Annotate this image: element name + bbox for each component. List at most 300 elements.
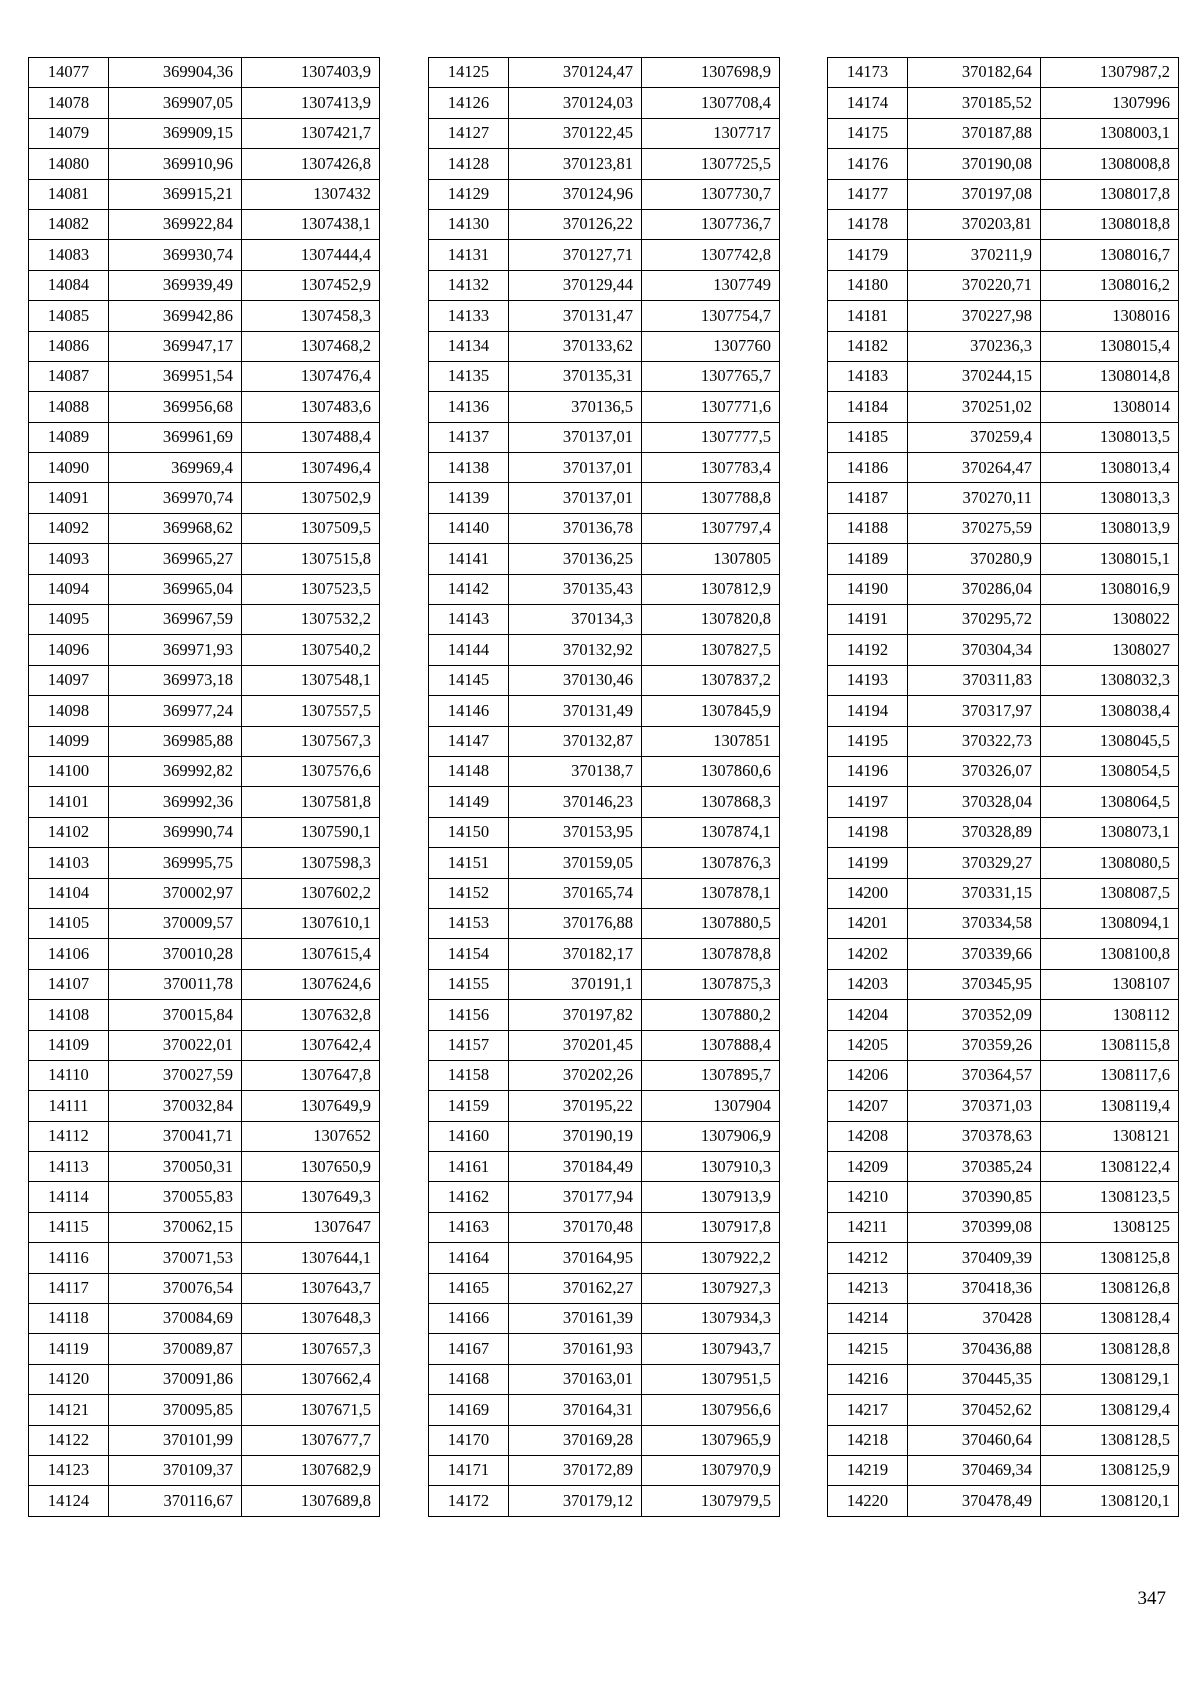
table-row — [429, 149, 780, 179]
table-row — [828, 1000, 1179, 1030]
y-coordinate-cell: 1308015,4 — [1041, 331, 1179, 361]
y-coordinate-cell: 1307765,7 — [642, 361, 780, 391]
point-number-cell: 14186 — [828, 453, 908, 483]
x-coordinate-cell: 370130,46 — [509, 665, 642, 695]
y-coordinate-cell: 1308022 — [1041, 605, 1179, 635]
table-row — [429, 270, 780, 300]
point-number-cell: 14131 — [429, 240, 509, 270]
y-coordinate-cell: 1307647,8 — [242, 1060, 380, 1090]
point-number-cell: 14086 — [29, 331, 109, 361]
x-coordinate-cell: 369904,36 — [109, 58, 242, 88]
point-number-cell: 14122 — [29, 1425, 109, 1455]
point-number-cell: 14171 — [429, 1455, 509, 1485]
point-number-cell: 14150 — [429, 817, 509, 847]
x-coordinate-cell: 370187,88 — [908, 118, 1041, 148]
point-number-cell: 14089 — [29, 422, 109, 452]
x-coordinate-cell: 369907,05 — [109, 88, 242, 118]
table-row — [429, 817, 780, 847]
y-coordinate-cell: 1308125 — [1041, 1212, 1179, 1242]
x-coordinate-cell: 369951,54 — [109, 361, 242, 391]
y-coordinate-cell: 1307717 — [642, 118, 780, 148]
point-number-cell: 14196 — [828, 756, 908, 786]
y-coordinate-cell: 1307860,6 — [642, 756, 780, 786]
x-coordinate-cell: 370236,3 — [908, 331, 1041, 361]
x-coordinate-cell: 370182,64 — [908, 58, 1041, 88]
y-coordinate-cell: 1307567,3 — [242, 726, 380, 756]
y-coordinate-cell: 1307689,8 — [242, 1486, 380, 1516]
table-row — [828, 1455, 1179, 1485]
point-number-cell: 14168 — [429, 1364, 509, 1394]
x-coordinate-cell: 370127,71 — [509, 240, 642, 270]
y-coordinate-cell: 1308120,1 — [1041, 1486, 1179, 1516]
table-row — [828, 1395, 1179, 1425]
table-row — [429, 1425, 780, 1455]
x-coordinate-cell: 369965,04 — [109, 574, 242, 604]
point-number-cell: 14124 — [29, 1486, 109, 1516]
y-coordinate-cell: 1307483,6 — [242, 392, 380, 422]
point-number-cell: 14215 — [828, 1334, 908, 1364]
point-number-cell: 14155 — [429, 969, 509, 999]
y-coordinate-cell: 1307540,2 — [242, 635, 380, 665]
point-number-cell: 14087 — [29, 361, 109, 391]
y-coordinate-cell: 1307742,8 — [642, 240, 780, 270]
table-row — [29, 1334, 380, 1364]
point-number-cell: 14133 — [429, 301, 509, 331]
x-coordinate-cell: 369915,21 — [109, 179, 242, 209]
point-number-cell: 14182 — [828, 331, 908, 361]
point-number-cell: 14197 — [828, 787, 908, 817]
point-number-cell: 14181 — [828, 301, 908, 331]
table-row — [429, 544, 780, 574]
table-row — [29, 118, 380, 148]
point-number-cell: 14160 — [429, 1121, 509, 1151]
table-row — [828, 969, 1179, 999]
y-coordinate-cell: 1307910,3 — [642, 1152, 780, 1182]
point-number-cell: 14159 — [429, 1091, 509, 1121]
point-number-cell: 14178 — [828, 209, 908, 239]
table-row — [828, 1212, 1179, 1242]
point-number-cell: 14213 — [828, 1273, 908, 1303]
x-coordinate-cell: 370010,28 — [109, 939, 242, 969]
table-row — [429, 635, 780, 665]
y-coordinate-cell: 1308080,5 — [1041, 848, 1179, 878]
point-number-cell: 14154 — [429, 939, 509, 969]
y-coordinate-cell: 1308128,8 — [1041, 1334, 1179, 1364]
y-coordinate-cell: 1307643,7 — [242, 1273, 380, 1303]
y-coordinate-cell: 1307432 — [242, 179, 380, 209]
x-coordinate-cell: 369956,68 — [109, 392, 242, 422]
table-row — [29, 1182, 380, 1212]
point-number-cell: 14085 — [29, 301, 109, 331]
table-row — [29, 453, 380, 483]
y-coordinate-cell: 1307502,9 — [242, 483, 380, 513]
point-number-cell: 14094 — [29, 574, 109, 604]
y-coordinate-cell: 1307581,8 — [242, 787, 380, 817]
x-coordinate-cell: 370286,04 — [908, 574, 1041, 604]
table-row — [429, 1455, 780, 1485]
y-coordinate-cell: 1308087,5 — [1041, 878, 1179, 908]
y-coordinate-cell: 1307576,6 — [242, 756, 380, 786]
y-coordinate-cell: 1307777,5 — [642, 422, 780, 452]
y-coordinate-cell: 1307845,9 — [642, 696, 780, 726]
point-number-cell: 14175 — [828, 118, 908, 148]
x-coordinate-cell: 370339,66 — [908, 939, 1041, 969]
table-row — [29, 939, 380, 969]
table-row — [29, 1273, 380, 1303]
table-row — [29, 331, 380, 361]
table-row — [828, 939, 1179, 969]
table-row — [828, 1486, 1179, 1516]
table-row — [429, 513, 780, 543]
table-row — [429, 179, 780, 209]
point-number-cell: 14096 — [29, 635, 109, 665]
point-number-cell: 14194 — [828, 696, 908, 726]
point-number-cell: 14176 — [828, 149, 908, 179]
point-number-cell: 14206 — [828, 1060, 908, 1090]
point-number-cell: 14113 — [29, 1152, 109, 1182]
point-number-cell: 14200 — [828, 878, 908, 908]
x-coordinate-cell: 370027,59 — [109, 1060, 242, 1090]
table-row — [29, 1395, 380, 1425]
point-number-cell: 14208 — [828, 1121, 908, 1151]
x-coordinate-cell: 370124,47 — [509, 58, 642, 88]
y-coordinate-cell: 1308129,4 — [1041, 1395, 1179, 1425]
x-coordinate-cell: 370202,26 — [509, 1060, 642, 1090]
coordinate-table-2 — [428, 57, 780, 1517]
point-number-cell: 14190 — [828, 574, 908, 604]
y-coordinate-cell: 1307987,2 — [1041, 58, 1179, 88]
y-coordinate-cell: 1307970,9 — [642, 1455, 780, 1485]
y-coordinate-cell: 1307642,4 — [242, 1030, 380, 1060]
x-coordinate-cell: 369909,15 — [109, 118, 242, 148]
point-number-cell: 14129 — [429, 179, 509, 209]
x-coordinate-cell: 369970,74 — [109, 483, 242, 513]
x-coordinate-cell: 370124,96 — [509, 179, 642, 209]
x-coordinate-cell: 370418,36 — [908, 1273, 1041, 1303]
y-coordinate-cell: 1307632,8 — [242, 1000, 380, 1030]
point-number-cell: 14140 — [429, 513, 509, 543]
point-number-cell: 14080 — [29, 149, 109, 179]
table-row — [828, 696, 1179, 726]
x-coordinate-cell: 370295,72 — [908, 605, 1041, 635]
x-coordinate-cell: 370134,3 — [509, 605, 642, 635]
point-number-cell: 14201 — [828, 908, 908, 938]
y-coordinate-cell: 1307878,1 — [642, 878, 780, 908]
x-coordinate-cell: 370328,89 — [908, 817, 1041, 847]
table-row — [828, 270, 1179, 300]
table-row — [429, 118, 780, 148]
table-row — [429, 1212, 780, 1242]
point-number-cell: 14203 — [828, 969, 908, 999]
table-row — [828, 1243, 1179, 1273]
table-row — [828, 1273, 1179, 1303]
x-coordinate-cell: 370122,45 — [509, 118, 642, 148]
x-coordinate-cell: 370328,04 — [908, 787, 1041, 817]
table-row — [29, 1000, 380, 1030]
point-number-cell: 14079 — [29, 118, 109, 148]
x-coordinate-cell: 370161,39 — [509, 1304, 642, 1334]
y-coordinate-cell: 1308014,8 — [1041, 361, 1179, 391]
y-coordinate-cell: 1307880,5 — [642, 908, 780, 938]
y-coordinate-cell: 1307730,7 — [642, 179, 780, 209]
x-coordinate-cell: 370191,1 — [509, 969, 642, 999]
point-number-cell: 14114 — [29, 1182, 109, 1212]
x-coordinate-cell: 370190,19 — [509, 1121, 642, 1151]
y-coordinate-cell: 1307624,6 — [242, 969, 380, 999]
table-row — [828, 1425, 1179, 1455]
table-row — [29, 1121, 380, 1151]
table-row — [828, 1091, 1179, 1121]
table-row — [29, 483, 380, 513]
point-number-cell: 14180 — [828, 270, 908, 300]
x-coordinate-cell: 369922,84 — [109, 209, 242, 239]
y-coordinate-cell: 1307851 — [642, 726, 780, 756]
y-coordinate-cell: 1308018,8 — [1041, 209, 1179, 239]
point-number-cell: 14189 — [828, 544, 908, 574]
point-number-cell: 14104 — [29, 878, 109, 908]
table-row — [29, 908, 380, 938]
table-row — [828, 1030, 1179, 1060]
table-row — [828, 149, 1179, 179]
x-coordinate-cell: 370220,71 — [908, 270, 1041, 300]
table-row — [828, 574, 1179, 604]
x-coordinate-cell: 370331,15 — [908, 878, 1041, 908]
table-row — [828, 756, 1179, 786]
y-coordinate-cell: 1307438,1 — [242, 209, 380, 239]
x-coordinate-cell: 370137,01 — [509, 483, 642, 513]
point-number-cell: 14134 — [429, 331, 509, 361]
point-number-cell: 14191 — [828, 605, 908, 635]
y-coordinate-cell: 1307788,8 — [642, 483, 780, 513]
y-coordinate-cell: 1307677,7 — [242, 1425, 380, 1455]
x-coordinate-cell: 370195,22 — [509, 1091, 642, 1121]
x-coordinate-cell: 370089,87 — [109, 1334, 242, 1364]
table-row — [429, 787, 780, 817]
table-row — [828, 1152, 1179, 1182]
x-coordinate-cell: 369939,49 — [109, 270, 242, 300]
page-number: 347 — [1137, 1588, 1166, 1609]
y-coordinate-cell: 1308122,4 — [1041, 1152, 1179, 1182]
x-coordinate-cell: 370244,15 — [908, 361, 1041, 391]
point-number-cell: 14172 — [429, 1486, 509, 1516]
point-number-cell: 14095 — [29, 605, 109, 635]
y-coordinate-cell: 1307648,3 — [242, 1304, 380, 1334]
x-coordinate-cell: 370322,73 — [908, 726, 1041, 756]
x-coordinate-cell: 370135,43 — [509, 574, 642, 604]
y-coordinate-cell: 1308115,8 — [1041, 1030, 1179, 1060]
table-row — [29, 635, 380, 665]
y-coordinate-cell: 1307725,5 — [642, 149, 780, 179]
table-row — [29, 392, 380, 422]
y-coordinate-cell: 1307917,8 — [642, 1212, 780, 1242]
y-coordinate-cell: 1308016,2 — [1041, 270, 1179, 300]
x-coordinate-cell: 370345,95 — [908, 969, 1041, 999]
point-number-cell: 14112 — [29, 1121, 109, 1151]
point-number-cell: 14118 — [29, 1304, 109, 1334]
point-number-cell: 14179 — [828, 240, 908, 270]
x-coordinate-cell: 370227,98 — [908, 301, 1041, 331]
x-coordinate-cell: 370177,94 — [509, 1182, 642, 1212]
table-row — [429, 1334, 780, 1364]
point-number-cell: 14202 — [828, 939, 908, 969]
table-row — [828, 605, 1179, 635]
point-number-cell: 14220 — [828, 1486, 908, 1516]
table-row — [29, 1486, 380, 1516]
point-number-cell: 14169 — [429, 1395, 509, 1425]
table-row — [429, 1152, 780, 1182]
y-coordinate-cell: 1308038,4 — [1041, 696, 1179, 726]
x-coordinate-cell: 370095,85 — [109, 1395, 242, 1425]
x-coordinate-cell: 370062,15 — [109, 1212, 242, 1242]
table-row — [29, 209, 380, 239]
y-coordinate-cell: 1307403,9 — [242, 58, 380, 88]
y-coordinate-cell: 1307532,2 — [242, 605, 380, 635]
point-number-cell: 14130 — [429, 209, 509, 239]
x-coordinate-cell: 370076,54 — [109, 1273, 242, 1303]
coordinate-table-1 — [28, 57, 380, 1517]
x-coordinate-cell: 370304,34 — [908, 635, 1041, 665]
table-row — [828, 58, 1179, 88]
table-row — [29, 1091, 380, 1121]
table-row — [828, 513, 1179, 543]
y-coordinate-cell: 1308119,4 — [1041, 1091, 1179, 1121]
table-row — [29, 817, 380, 847]
y-coordinate-cell: 1308112 — [1041, 1000, 1179, 1030]
point-number-cell: 14152 — [429, 878, 509, 908]
y-coordinate-cell: 1308054,5 — [1041, 756, 1179, 786]
y-coordinate-cell: 1308045,5 — [1041, 726, 1179, 756]
table-row — [29, 149, 380, 179]
x-coordinate-cell: 370009,57 — [109, 908, 242, 938]
y-coordinate-cell: 1307956,6 — [642, 1395, 780, 1425]
table-row — [29, 1212, 380, 1242]
table-row — [29, 1030, 380, 1060]
table-row — [29, 240, 380, 270]
point-number-cell: 14145 — [429, 665, 509, 695]
y-coordinate-cell: 1307979,5 — [642, 1486, 780, 1516]
y-coordinate-cell: 1307904 — [642, 1091, 780, 1121]
point-number-cell: 14125 — [429, 58, 509, 88]
y-coordinate-cell: 1307797,4 — [642, 513, 780, 543]
point-number-cell: 14135 — [429, 361, 509, 391]
y-coordinate-cell: 1307647 — [242, 1212, 380, 1242]
y-coordinate-cell: 1307868,3 — [642, 787, 780, 817]
table-row — [828, 635, 1179, 665]
table-row — [29, 513, 380, 543]
point-number-cell: 14212 — [828, 1243, 908, 1273]
y-coordinate-cell: 1307496,4 — [242, 453, 380, 483]
x-coordinate-cell: 369969,4 — [109, 453, 242, 483]
x-coordinate-cell: 370164,95 — [509, 1243, 642, 1273]
y-coordinate-cell: 1307805 — [642, 544, 780, 574]
y-coordinate-cell: 1307874,1 — [642, 817, 780, 847]
x-coordinate-cell: 369967,59 — [109, 605, 242, 635]
table-row — [828, 209, 1179, 239]
x-coordinate-cell: 370138,7 — [509, 756, 642, 786]
y-coordinate-cell: 1308128,4 — [1041, 1304, 1179, 1334]
point-number-cell: 14199 — [828, 848, 908, 878]
x-coordinate-cell: 370123,81 — [509, 149, 642, 179]
y-coordinate-cell: 1308126,8 — [1041, 1273, 1179, 1303]
table-row — [429, 605, 780, 635]
y-coordinate-cell: 1308017,8 — [1041, 179, 1179, 209]
table-row — [429, 665, 780, 695]
x-coordinate-cell: 370317,97 — [908, 696, 1041, 726]
coordinate-table-3 — [827, 57, 1179, 1517]
x-coordinate-cell: 370050,31 — [109, 1152, 242, 1182]
point-number-cell: 14082 — [29, 209, 109, 239]
point-number-cell: 14142 — [429, 574, 509, 604]
point-number-cell: 14158 — [429, 1060, 509, 1090]
point-number-cell: 14123 — [29, 1455, 109, 1485]
x-coordinate-cell: 370172,89 — [509, 1455, 642, 1485]
y-coordinate-cell: 1308129,1 — [1041, 1364, 1179, 1394]
point-number-cell: 14141 — [429, 544, 509, 574]
point-number-cell: 14166 — [429, 1304, 509, 1334]
x-coordinate-cell: 370179,12 — [509, 1486, 642, 1516]
point-number-cell: 14219 — [828, 1455, 908, 1485]
point-number-cell: 14214 — [828, 1304, 908, 1334]
point-number-cell: 14084 — [29, 270, 109, 300]
x-coordinate-cell: 370390,85 — [908, 1182, 1041, 1212]
table-row — [429, 331, 780, 361]
table-row — [828, 392, 1179, 422]
point-number-cell: 14165 — [429, 1273, 509, 1303]
x-coordinate-cell: 370133,62 — [509, 331, 642, 361]
table-row — [429, 422, 780, 452]
point-number-cell: 14111 — [29, 1091, 109, 1121]
x-coordinate-cell: 370137,01 — [509, 453, 642, 483]
point-number-cell: 14121 — [29, 1395, 109, 1425]
table-row — [29, 574, 380, 604]
table-row — [29, 665, 380, 695]
x-coordinate-cell: 370126,22 — [509, 209, 642, 239]
point-number-cell: 14081 — [29, 179, 109, 209]
table-row — [429, 939, 780, 969]
y-coordinate-cell: 1307820,8 — [642, 605, 780, 635]
y-coordinate-cell: 1307468,2 — [242, 331, 380, 361]
table-row — [828, 908, 1179, 938]
x-coordinate-cell: 369961,69 — [109, 422, 242, 452]
point-number-cell: 14127 — [429, 118, 509, 148]
y-coordinate-cell: 1308121 — [1041, 1121, 1179, 1151]
y-coordinate-cell: 1308073,1 — [1041, 817, 1179, 847]
y-coordinate-cell: 1308003,1 — [1041, 118, 1179, 148]
y-coordinate-cell: 1308016,7 — [1041, 240, 1179, 270]
x-coordinate-cell: 370170,48 — [509, 1212, 642, 1242]
x-coordinate-cell: 370185,52 — [908, 88, 1041, 118]
point-number-cell: 14185 — [828, 422, 908, 452]
point-number-cell: 14174 — [828, 88, 908, 118]
x-coordinate-cell: 370270,11 — [908, 483, 1041, 513]
x-coordinate-cell: 370211,9 — [908, 240, 1041, 270]
x-coordinate-cell: 369990,74 — [109, 817, 242, 847]
y-coordinate-cell: 1307557,5 — [242, 696, 380, 726]
x-coordinate-cell: 370334,58 — [908, 908, 1041, 938]
table-row — [429, 453, 780, 483]
x-coordinate-cell: 370132,87 — [509, 726, 642, 756]
table-row — [828, 240, 1179, 270]
y-coordinate-cell: 1307922,2 — [642, 1243, 780, 1273]
point-number-cell: 14132 — [429, 270, 509, 300]
point-number-cell: 14088 — [29, 392, 109, 422]
y-coordinate-cell: 1307895,7 — [642, 1060, 780, 1090]
point-number-cell: 14107 — [29, 969, 109, 999]
x-coordinate-cell: 369977,24 — [109, 696, 242, 726]
x-coordinate-cell: 370280,9 — [908, 544, 1041, 574]
point-number-cell: 14110 — [29, 1060, 109, 1090]
x-coordinate-cell: 370385,24 — [908, 1152, 1041, 1182]
